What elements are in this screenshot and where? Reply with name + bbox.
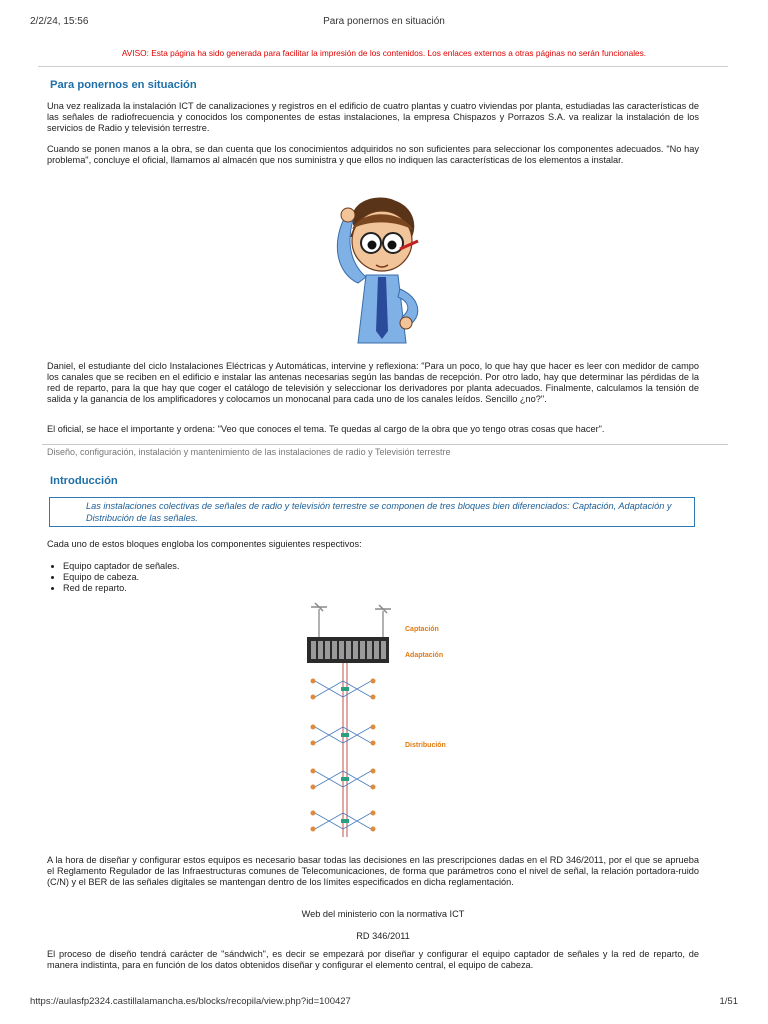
section-caption: Diseño, configuración, instalación y mantenimiento de las instalaciones de radio y Televisión terrestre bbox=[47, 447, 451, 457]
diagram-label-distribucion: Distribución bbox=[405, 742, 446, 749]
print-page-title: Para ponernos en situación bbox=[323, 16, 445, 27]
list-item: • Equipo de cabeza. bbox=[63, 572, 179, 583]
paragraph-bloques: Cada uno de estos bloques engloba los componentes siguientes respectivos: bbox=[47, 539, 362, 549]
callout-box: Las instalaciones colectivas de señales de radio y televisión terrestre se componen de tres bloques bien diferenciados: Captación, Adaptación y Distribución de las señales. bbox=[49, 497, 695, 527]
paragraph-intro: Una vez realizada la instalación ICT de canalizaciones y registros en el edificio de cuatro plantas y cuatro viviendas por planta, estudiadas las características de las señales de radiofrecuencia y conocidos los componentes de estas instalaciones, la empresa Chispazos y Porrazos S.A. va realizar la instalación de los servicios de Radio y televisión terrestre. bbox=[47, 101, 699, 133]
print-datetime: 2/2/24, 15:56 bbox=[30, 16, 89, 27]
bullet-list bbox=[47, 561, 179, 594]
page-number: 1/51 bbox=[719, 996, 738, 1007]
ict-diagram bbox=[287, 601, 461, 847]
paragraph-oficial: El oficial, se hace el importante y ordena: "Veo que conoces el tema. Te quedas al cargo de la obra que yo tengo otras cosas que hacer". bbox=[47, 424, 605, 434]
print-notice: AVISO: Esta página ha sido generada para facilitar la impresión de los contenidos. Los enlaces externos a otras páginas no serán funcionales. bbox=[121, 48, 647, 58]
section-title-introduccion: Introducción bbox=[50, 475, 118, 487]
link-rd[interactable]: RD 346/2011 bbox=[356, 931, 410, 941]
thinking-character-illustration bbox=[326, 193, 434, 349]
diagram-label-captacion: Captación bbox=[405, 626, 439, 633]
document-content bbox=[38, 66, 728, 997]
paragraph-sandwich: El proceso de diseño tendrá carácter de "sándwich", es decir se empezará por diseñar y configurar el equipo captador de señales y la red de reparto, de manera indistinta, para en función de los datos obtenidos diseñar y configurar el elemento central, el equipo de cabeza. bbox=[47, 949, 699, 970]
diagram-label-adaptacion: Adaptación bbox=[405, 652, 444, 659]
list-item: • Equipo captador de señales. bbox=[63, 561, 179, 572]
paragraph-daniel: Daniel, el estudiante del ciclo Instalaciones Eléctricas y Automáticas, intervine y reflexiona: "Para un poco, lo que hay que hacer es leer con medidor de campo los canales que se reciben en el edificio e instalar las antenas necesarias según las bandas de recepción. Por otro lado, hay que determinar las pérdidas de la red de reparto, para la que hay que coger el catálogo de televisión y seleccionar los derivadores por planta adecuados. Finalmente, calculamos la tensión de salida y la ganancia de los amplificadores y colocamos un monocanal para cada uno de los canales leídos. Sencillo ¿no?". bbox=[47, 361, 699, 404]
divider bbox=[42, 444, 728, 445]
paragraph-problem: Cuando se ponen manos a la obra, se dan cuenta que los conocimientos adquiridos no son suficientes para seleccionar los componentes adecuados. "No hay problema", concluye el oficial, llamamos al almacén que nos suministra y que ellos no indiquen las características de los elementos a instalar. bbox=[47, 144, 699, 165]
bullet-list-wrapper bbox=[38, 561, 338, 601]
print-header bbox=[30, 16, 738, 30]
footer-url: https://aulasfp2324.castillalamancha.es/blocks/recopila/view.php?id=100427 bbox=[30, 996, 351, 1007]
list-item: • Red de reparto. bbox=[63, 583, 179, 594]
link-ministerio[interactable]: Web del ministerio con la normativa ICT bbox=[301, 909, 465, 919]
section-title: Para ponernos en situación bbox=[50, 79, 197, 91]
paragraph-normativa: A la hora de diseñar y configurar estos equipos es necesario basar todas las decisiones en las prescripciones dadas en el RD 346/2011, por el que se aprueba el Reglamento Regulador de las Infraestructuras comunes de Telecomunicaciones, de forma que parámetros cono el nivel de señal, la relación portadora-ruido (C/N) y el BER de las señales digitales se mantengan dentro de los límites especificados en dicha reglamentación. bbox=[47, 855, 699, 887]
